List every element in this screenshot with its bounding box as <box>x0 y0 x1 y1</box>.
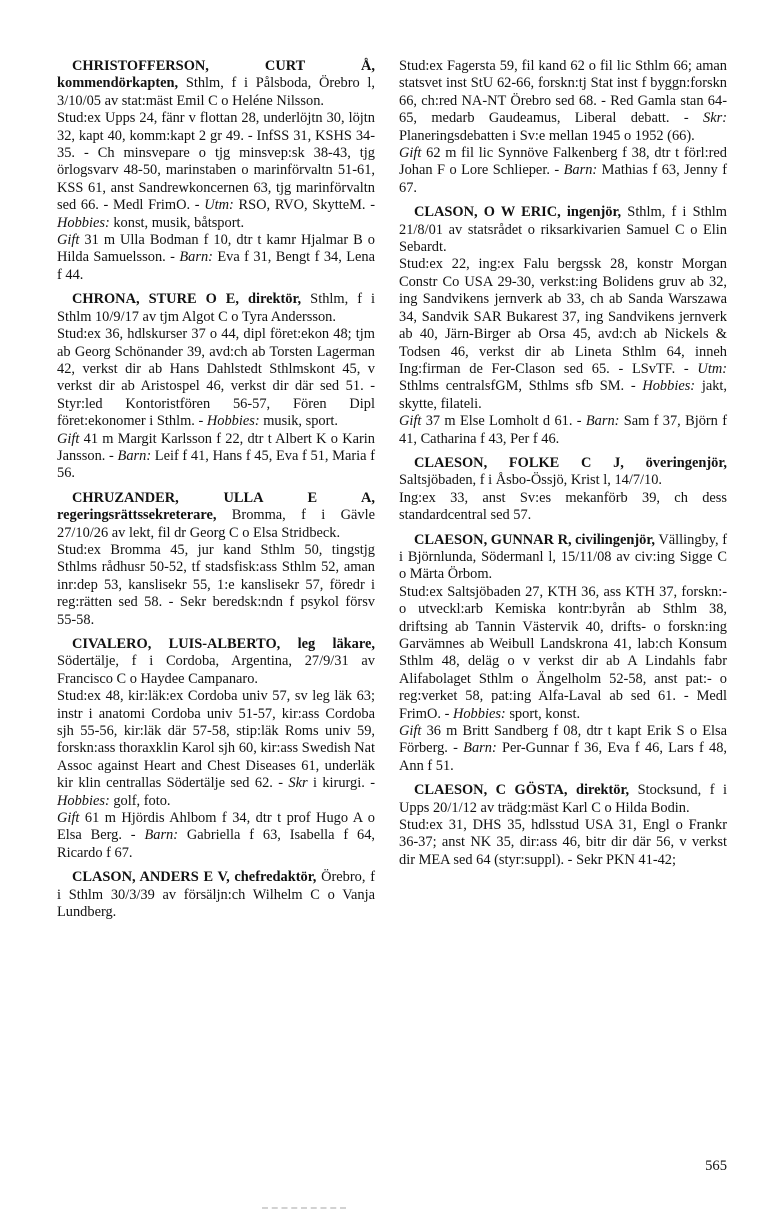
dictionary-entry <box>57 58 375 284</box>
entry-family <box>399 413 727 448</box>
text-run: Sthlm, f i Sthlm 21/8/01 av statsrådet o riksarkivarien Samuel C o Elin Sebardt. <box>399 204 727 256</box>
text-run: Stud:ex Upps 24, fänr v flottan 28, underlöjtn 30, löjtn 32, kapt 40, komm:kapt 2 gr 49. - InfSS 31, KSHS 34-35. - Ch minsvepare o tjg minsvep:sk 38-43, tjg örlogsvarv 48-50, marinstaben o marinförvaltn 51-61, KSS 61, anst Sandrewkoncernen 63, tjg marinförvaltn sed 66. - Medl FrimO. - <box>57 110 375 214</box>
text-run: Örebro, f i Sthlm 30/3/39 av försäljn:ch Wilhelm C o Vanja Lundberg. <box>57 869 376 921</box>
entry-name: CLASON, O W ERIC, ingenjör, <box>414 204 622 221</box>
entry-name: CHRUZANDER, ULLA E A, regeringsrättssekreterare, <box>57 489 375 524</box>
text-run: 41 m Margit Karlsson f 22, dtr t Albert K o Karin Jansson. - <box>57 430 375 464</box>
text-run: Södertälje, f i Cordoba, Argentina, 27/9/31 av Francisco C o Haydee Campanaro. <box>57 653 375 687</box>
entry-name: CHRISTOFFERSON, CURT Å, kommendörkapten, <box>57 58 375 92</box>
entry-header <box>57 291 375 326</box>
entry-biography <box>399 58 727 145</box>
italic-label: Hobbies: <box>452 705 506 722</box>
text-run: Sthlm, f i Sthlm 10/9/17 av tjm Algot C o Tyra Andersson. <box>57 291 375 325</box>
entry-header <box>399 782 727 817</box>
entry-name: CLASON, ANDERS E V, chefredaktör, <box>72 869 317 886</box>
dictionary-entry <box>399 782 727 869</box>
entry-header <box>57 636 375 688</box>
entry-header <box>57 490 375 542</box>
text-run: 61 m Hjördis Ahlbom f 34, dtr t prof Hugo A o Elsa Berg. - <box>57 810 375 844</box>
entry-family <box>57 431 375 483</box>
entry-family <box>57 232 375 284</box>
text-run: Stud:ex 48, kir:läk:ex Cordoba univ 57, sv leg läk 63; instr i anatomi Cordoba univ 51-57, kir:ass Cordoba sjh 55-56, kir:läk där 57-58, stip:läk Roms univ 59, forskn:ass thoraxklin Karol sjh 60, kir:ass Swedish Nat Assoc against Heart and Chest Diseases 61, underläk kir klin centrallas Södertälje sed 62. - <box>57 688 375 792</box>
text-run: Stud:ex 31, DHS 35, hdlsstud USA 31, Engl o Frankr 36-37; anst NK 35, dir:ass 46, bitr dir där 56, v verkst dir MEA sed 64 (styr:suppl). - Sekr PKN 41-42; <box>399 817 727 868</box>
dictionary-entry <box>399 532 727 776</box>
entry-header <box>57 869 375 921</box>
text-run: Bromma, f i Gävle 27/10/26 av lekt, fil dr Georg C o Elsa Stridbeck. <box>57 507 375 541</box>
text-run: Stud:ex Bromma 45, jur kand Sthlm 50, tingstjg Sthlms rådhusr 50-52, tf stadsfisk:ass Sthlm 52, aman inr:dep 53, kanslisekr 55, 1:e kanslisekr 57, föredr i reg:rätten sed 58. - Sekr beredsk:ndn f psykol försv 55-58. <box>57 541 375 628</box>
entry-header <box>399 204 727 256</box>
text-run: Sam f 37, Björn f 41, Catharina f 43, Per f 46. <box>399 413 727 447</box>
italic-label: Skr: <box>703 110 727 127</box>
text-run: Saltsjöbaden, f i Åsbo-Össjö, Krist l, 14/7/10. <box>399 472 663 489</box>
text-run: Stud:ex Saltsjöbaden 27, KTH 36, ass KTH 37, forskn:- o utveckl:arb Kemiska kontr:byrån ab Sthlm 38, driftsing ab Tannin Västervik 40, drifts- o forskn:ing Garvämnes ab Weibull Landskrona 41, lab:ch Konsum Sthlm 48, deläg o v verkst dir ab A Lindahls fabr Alifabolaget Sthlm o Ängelholm 52-58, anst pat:- o reg:verket 58, pat:ing Alfa-Laval ab sed 61. - Medl FrimO. - <box>399 583 727 722</box>
entry-name: CLAESON, GUNNAR R, civilingenjör, <box>414 531 655 548</box>
text-run: Eva f 31, Bengt f 34, Lena f 44. <box>57 249 375 283</box>
scan-artifact <box>262 1207 346 1209</box>
entry-biography <box>57 326 375 430</box>
text-run: 62 m fil lic Synnöve Falkenberg f 38, dtr t förl:red Johan F o Lore Schlieper. - <box>399 145 727 179</box>
entry-name: CHRONA, STURE O E, direktör, <box>72 291 302 308</box>
entry-biography <box>399 817 727 869</box>
dictionary-entry <box>57 636 375 862</box>
text-run: 37 m Else Lomholt d 61. - <box>421 413 586 430</box>
text-run: Sthlm, f i Pålsboda, Örebro l, 3/10/05 av stat:mäst Emil C o Heléne Nilsson. <box>57 75 375 109</box>
italic-label: Skr <box>288 775 308 792</box>
text-run: RSO, RVO, SkytteM. - <box>233 197 375 214</box>
italic-label: Barn: <box>144 827 179 844</box>
entry-family <box>399 723 727 775</box>
dictionary-entry <box>399 58 727 197</box>
italic-label: Barn: <box>179 249 213 266</box>
entry-header <box>57 58 375 110</box>
entry-name: CIVALERO, LUIS-ALBERTO, leg läkare, <box>72 636 375 652</box>
entry-header <box>399 455 727 490</box>
italic-label: Hobbies: <box>642 378 696 395</box>
text-run: Vällingby, f i Björnlunda, Södermanl l, 15/11/08 av civ:ing Sigge C o Märta Örbom. <box>399 531 727 583</box>
italic-label: Barn: <box>585 413 620 430</box>
text-run: Planeringsdebatten i Sv:e mellan 1945 o 1952 (66). <box>399 127 695 144</box>
text-run: musik, sport. <box>259 413 338 430</box>
italic-label: Barn: <box>463 740 497 757</box>
italic-label: Hobbies: <box>57 214 110 231</box>
italic-label: Gift <box>399 145 422 162</box>
text-run: Gabriella f 63, Isabella f 64, Ricardo f 67. <box>57 827 375 861</box>
text-column-left <box>57 58 375 929</box>
italic-label: Utm: <box>204 197 234 214</box>
text-run: Leif f 41, Hans f 45, Eva f 51, Maria f 56. <box>57 447 375 482</box>
entry-biography <box>57 688 375 810</box>
page-number: 565 <box>705 1158 727 1174</box>
italic-label: Gift <box>399 723 422 740</box>
entry-biography <box>399 256 727 413</box>
dictionary-entry <box>399 455 727 525</box>
page-content <box>57 58 727 929</box>
text-run: Stud:ex 22, ing:ex Falu bergssk 28, konstr Morgan Constr Co USA 29-30, verkst:ing Bolidens gruv ab 32, ing Sandvikens jernverk ab 33, ch ab Sanda Warszawa 34, Sandvik SAR Bukarest 37, ing Sandvikens jernverk ab 40, Järn-Birger ab Orsa 45, avd:ch ab Nickels & Todsen 46, verkst dir ab Lineta Sthlm 64, inneh Ing:firman de Fer-Clason sed 65. - LSvTF. - <box>399 256 727 377</box>
text-run: jakt, skytte, filateli. <box>399 378 727 412</box>
italic-label: Gift <box>57 232 80 249</box>
text-run: Per-Gunnar f 36, Eva f 46, Lars f 48, Ann f 51. <box>399 740 727 774</box>
text-run: Mathias f 63, Jenny f 67. <box>399 162 727 196</box>
entry-biography <box>399 490 727 525</box>
entry-name: CLAESON, C GÖSTA, direktör, <box>414 782 630 799</box>
dictionary-entry <box>399 204 727 448</box>
italic-label: Utm: <box>697 360 727 377</box>
entry-family <box>57 810 375 862</box>
text-run: Stud:ex Fagersta 59, fil kand 62 o fil lic Sthlm 66; aman statsvet inst StU 62-66, forskn:tj Stat inst f byggn:forskn 66, ch:red NA-NT Örebro sed 68. - Red Gamla stan 64-65, medarb Gaudeamus, Liberal debatt. - <box>399 58 727 127</box>
dictionary-entry <box>57 291 375 482</box>
text-run: Stocksund, f i Upps 20/1/12 av trädg:mäst Karl C o Hilda Bodin. <box>399 782 727 816</box>
italic-label: Barn: <box>563 162 598 179</box>
italic-label: Hobbies: <box>57 792 110 809</box>
entry-biography <box>57 110 375 232</box>
entry-header <box>399 532 727 584</box>
italic-label: Gift <box>57 430 80 447</box>
text-run: konst, musik, båtsport. <box>109 214 245 231</box>
text-run: Ing:ex 33, anst Sv:es mekanförb 39, ch dess standardcentral sed 57. <box>399 489 727 524</box>
text-column-right <box>399 58 727 929</box>
text-run: Stud:ex 36, hdlskurser 37 o 44, dipl föret:ekon 48; tjm ab Georg Schönander 39, avd:ch ab Torsten Lagerman 42, verkst dir ab Hans Dahlstedt Sthlmskont 45, v verkst dir ab Aristospel 46, verkst dir där sed 51. - Styr:led Kontoristfören 56-57, Fören Dipl föret:ekonomer i Sthlm. - <box>57 326 375 430</box>
text-run: 31 m Ulla Bodman f 10, dtr t kamr Hjalmar B o Hilda Samuelsson. - <box>57 232 375 266</box>
dictionary-entry <box>57 490 375 629</box>
text-run: Sthlms centralsfGM, Sthlms sfb SM. - <box>399 378 643 395</box>
text-run: 36 m Britt Sandberg f 08, dtr t kapt Erik S o Elsa Förberg. - <box>399 723 727 757</box>
text-run: golf, foto. <box>109 792 171 809</box>
dictionary-entry <box>57 869 375 921</box>
italic-label: Gift <box>57 810 80 827</box>
text-run: i kirurgi. - <box>307 775 375 792</box>
entry-family <box>399 145 727 197</box>
entry-name: CLAESON, FOLKE C J, överingenjör, <box>414 454 727 471</box>
entry-biography <box>399 584 727 723</box>
italic-label: Hobbies: <box>206 413 260 430</box>
text-run: sport, konst. <box>505 705 581 722</box>
entry-biography <box>57 542 375 629</box>
italic-label: Barn: <box>117 447 152 464</box>
italic-label: Gift <box>399 413 422 430</box>
